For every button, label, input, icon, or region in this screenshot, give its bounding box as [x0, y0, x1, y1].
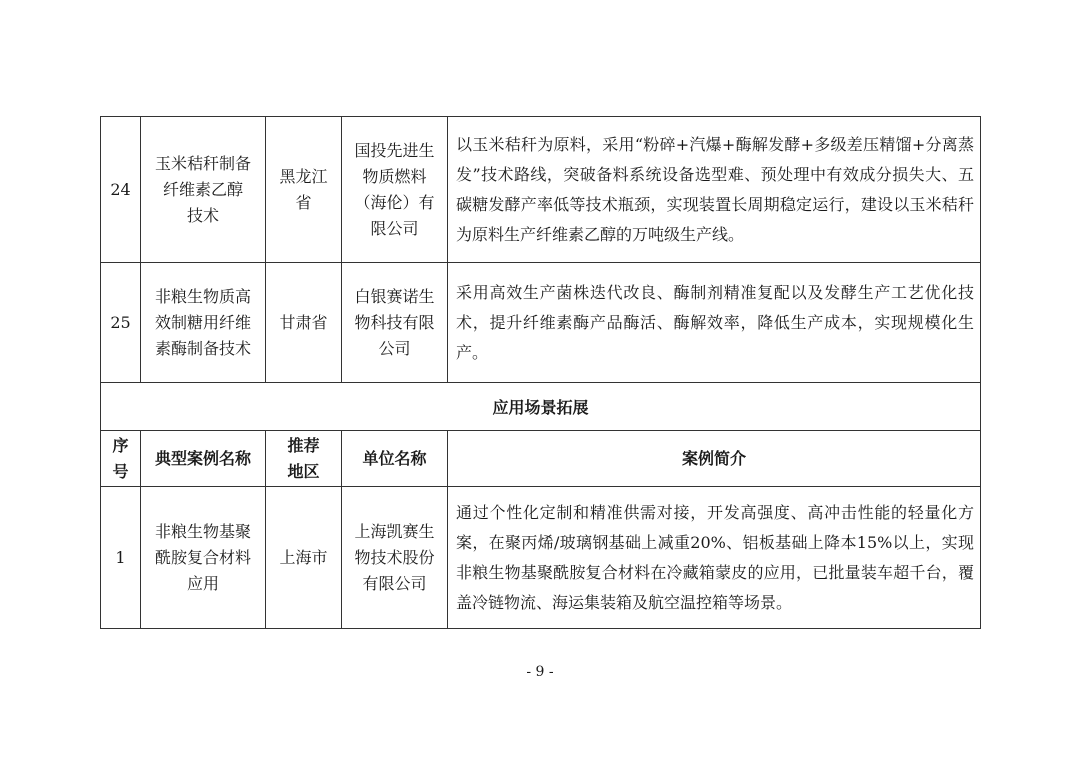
header-row	[101, 431, 981, 487]
case-name-line: 技术	[186, 205, 219, 225]
row-number: 24	[101, 117, 141, 263]
header-line: 地区	[287, 461, 320, 481]
header-line: 号	[112, 461, 129, 481]
header-line: 推荐	[287, 435, 320, 455]
row-number: 25	[101, 263, 141, 383]
case-name-line: 效制糖用纤维	[154, 312, 251, 332]
case-name-line: 非粮生物基聚	[154, 521, 251, 541]
case-name	[141, 487, 266, 629]
unit-name-line: 限公司	[370, 218, 419, 238]
unit-name-line: 白银赛诺生	[354, 286, 435, 306]
unit-name-line: 上海凯赛生	[354, 521, 435, 541]
unit-name	[342, 263, 448, 383]
section-title: 应用场景拓展	[101, 383, 981, 431]
region-line: 黑龙江	[279, 166, 328, 186]
case-description: 通过个性化定制和精准供需对接，开发高强度、高冲击性能的轻量化方案，在聚丙烯/玻璃钢基础上减重20%、铝板基础上降本15%以上，实现非粮生物基聚酰胺复合材料在冷藏箱蒙皮的应用，已批量装车超千台，覆盖冷链物流、海运集装箱及航空温控箱等场景。	[448, 487, 981, 629]
case-name-line: 玉米秸秆制备	[154, 153, 251, 173]
unit-name-line: 物技术股份	[354, 547, 435, 567]
case-name	[141, 117, 266, 263]
unit-name-line: 物质燃料	[362, 166, 427, 186]
region	[266, 117, 342, 263]
case-name-line: 素酶制备技术	[154, 338, 251, 358]
header-description: 案例简介	[448, 431, 981, 487]
table-row	[101, 117, 981, 263]
header-region	[266, 431, 342, 487]
unit-name-line: 物科技有限	[354, 312, 435, 332]
header-line: 序	[112, 435, 129, 455]
region	[266, 263, 342, 383]
region-line: 甘肃省	[279, 312, 328, 332]
unit-name	[342, 117, 448, 263]
header-case-name: 典型案例名称	[141, 431, 266, 487]
row-number: 1	[101, 487, 141, 629]
unit-name-line: 有限公司	[362, 573, 427, 593]
case-description: 采用高效生产菌株迭代改良、酶制剂精准复配以及发酵生产工艺优化技术，提升纤维素酶产品酶活、酶解效率，降低生产成本，实现规模化生产。	[448, 263, 981, 383]
unit-name-line: 国投先进生	[354, 140, 435, 160]
unit-name-line: （海伦）有	[354, 192, 435, 212]
case-description: 以玉米秸秆为原料，采用“粉碎+汽爆+酶解发酵+多级差压精馏+分离蒸发”技术路线，突破备料系统设备选型难、预处理中有效成分损失大、五碳糖发酵产率低等技术瓶颈，实现装置长周期稳定运行，建设以玉米秸秆为原料生产纤维素乙醇的万吨级生产线。	[448, 117, 981, 263]
case-name-line: 酰胺复合材料	[154, 547, 251, 567]
header-unit-name: 单位名称	[342, 431, 448, 487]
section-row	[101, 383, 981, 431]
unit-name-line: 公司	[378, 338, 411, 358]
header-number	[101, 431, 141, 487]
table-row	[101, 487, 981, 629]
case-table	[100, 116, 981, 629]
case-name	[141, 263, 266, 383]
page-number: - 9 -	[526, 664, 554, 680]
region	[266, 487, 342, 629]
case-name-line: 纤维素乙醇	[162, 179, 243, 199]
region-line: 省	[295, 192, 312, 212]
unit-name	[342, 487, 448, 629]
region-line: 上海市	[279, 547, 328, 567]
case-name-line: 非粮生物质高	[154, 286, 251, 306]
case-name-line: 应用	[186, 573, 219, 593]
table-row	[101, 263, 981, 383]
